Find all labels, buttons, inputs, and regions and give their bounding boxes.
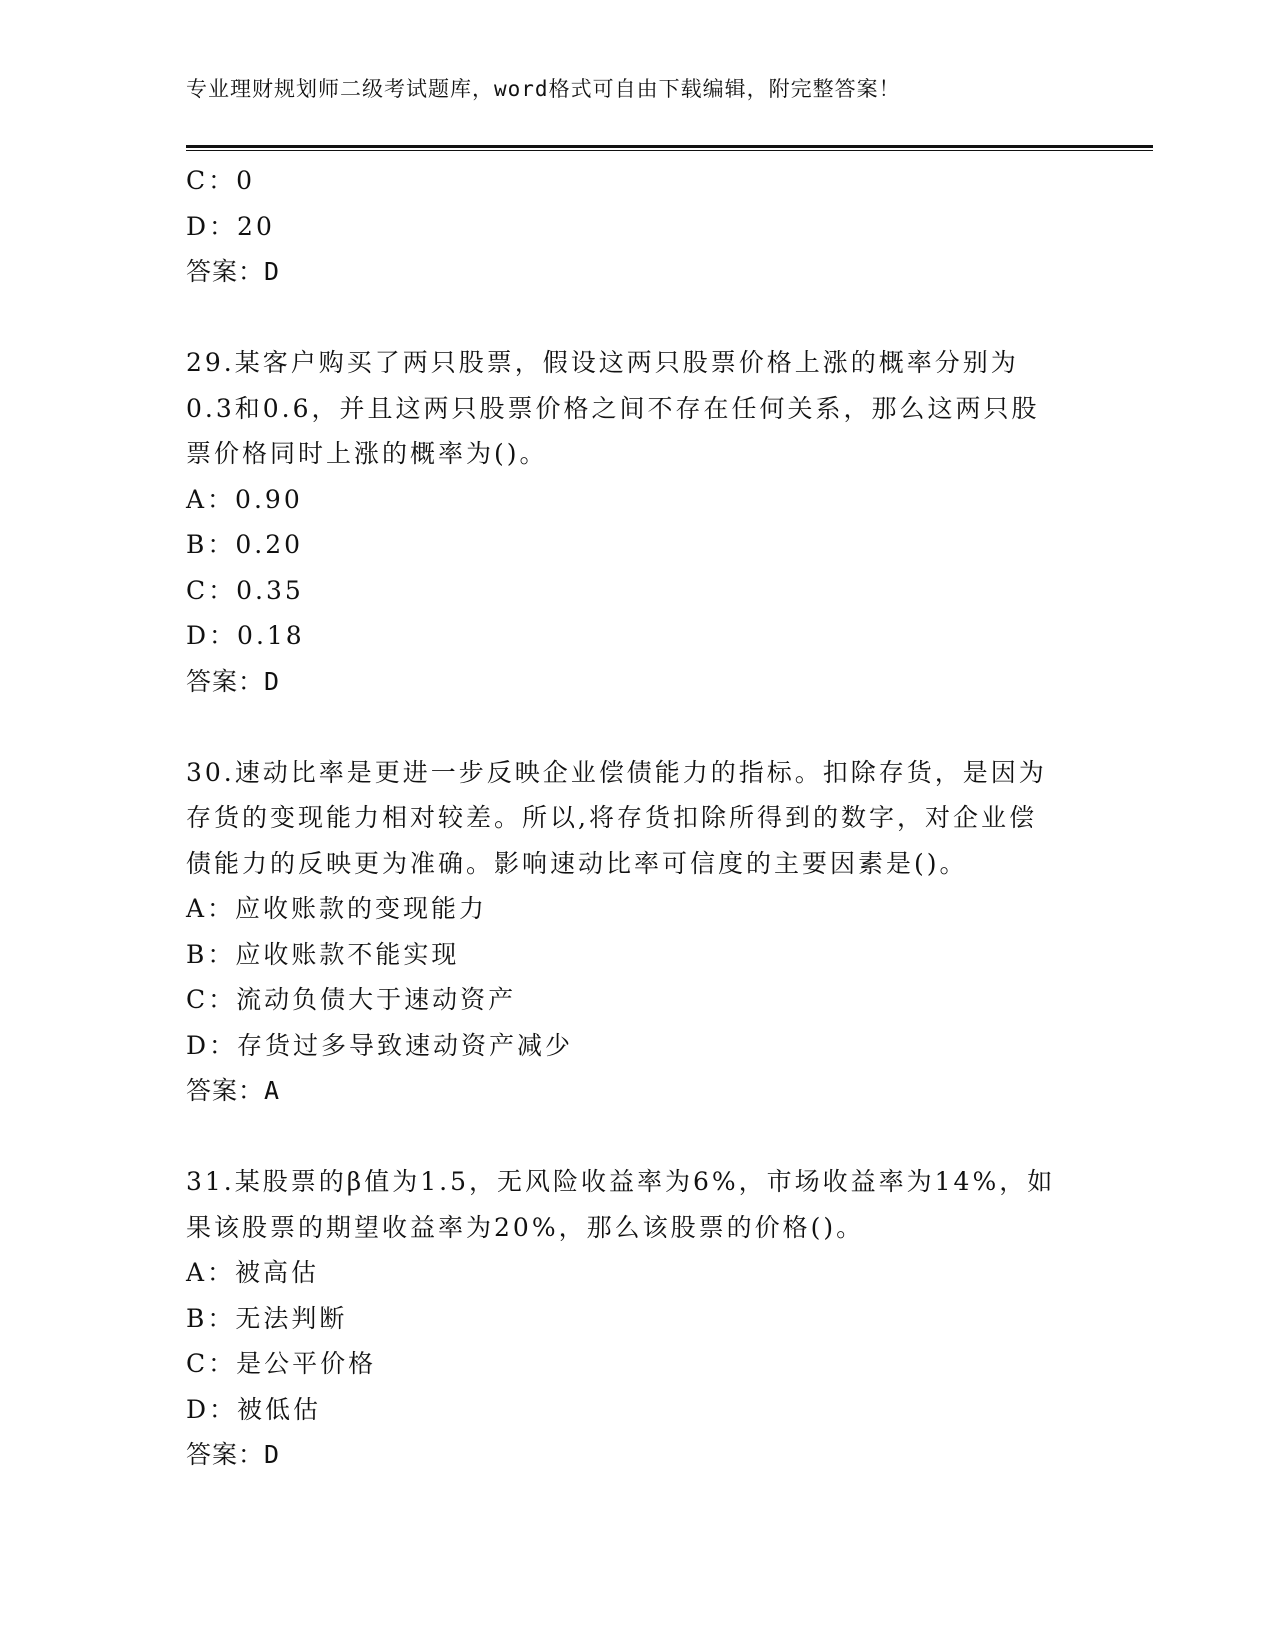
answer-line: 答案：D [186, 1440, 281, 1469]
option-line: A：应收账款的变现能力 [186, 894, 488, 923]
question-block [186, 1159, 1086, 1478]
option-line: B：应收账款不能实现 [186, 939, 460, 969]
answer-line: 答案：A [186, 1076, 281, 1105]
option-line: D：被低估 [186, 1394, 322, 1424]
answer-line: 答案：D [186, 666, 281, 696]
option-line: D：0.18 [186, 621, 305, 650]
question-stem: 0.3和0.6，并且这两只股票价格之间不存在任何关系，那么这两只股 [186, 393, 1040, 423]
question-block [186, 750, 1086, 1114]
header-rule-thin [186, 150, 1153, 151]
option-line: B：0.20 [186, 530, 304, 559]
question-stem: 存货的变现能力相对较差。所以,将存货扣除所得到的数字，对企业偿 [186, 803, 1037, 832]
question-stem: 29.某客户购买了两只股票，假设这两只股票价格上涨的概率分别为 [186, 348, 1019, 377]
option-line: A：0.90 [186, 484, 303, 514]
question-stem: 31.某股票的β值为1.5，无风险收益率为6%，市场收益率为14%，如 [186, 1167, 1056, 1196]
option-line: C：是公平价格 [186, 1349, 377, 1378]
option-line: C：流动负债大于速动资产 [186, 985, 517, 1014]
option-line: B：无法判断 [186, 1303, 348, 1333]
option-line: C：0.35 [186, 575, 304, 605]
question-stem: 30.速动比率是更进一步反映企业偿债能力的指标。扣除存货，是因为 [186, 757, 1047, 787]
option-line: D：20 [186, 211, 275, 241]
answer-line: 答案：D [186, 257, 281, 286]
option-line: A：被高估 [186, 1258, 320, 1287]
option-line: D：存货过多导致速动资产减少 [186, 1030, 574, 1060]
page-header: 专业理财规划师二级考试题库，word格式可自由下载编辑，附完整答案！ [186, 77, 901, 101]
question-stem: 债能力的反映更为准确。影响速动比率可信度的主要因素是()。 [186, 848, 968, 878]
header-rule [186, 145, 1153, 148]
option-line: C：0 [186, 166, 256, 195]
question-stem: 票价格同时上涨的概率为()。 [186, 439, 548, 468]
document-body [186, 158, 1086, 1478]
question-stem: 果该股票的期望收益率为20%，那么该股票的价格()。 [186, 1212, 865, 1242]
question-block [186, 340, 1086, 704]
